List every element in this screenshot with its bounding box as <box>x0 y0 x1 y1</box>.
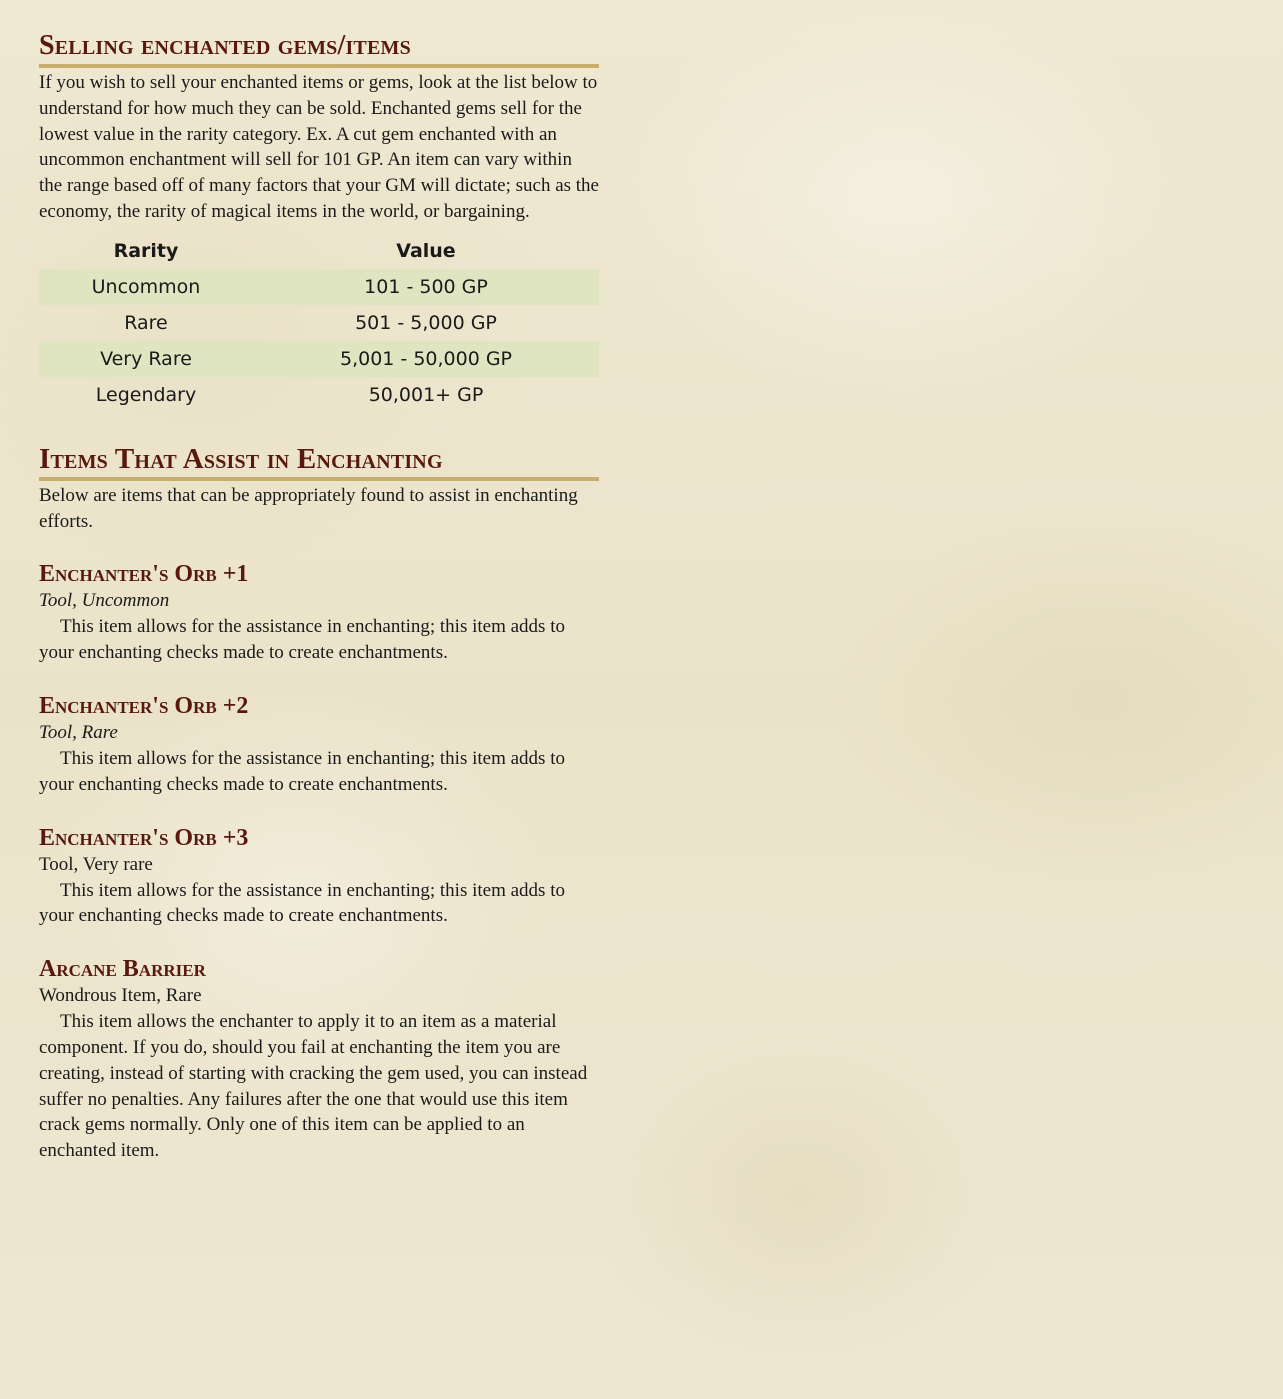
item-description: This item allows for the assistance in enchanting; this item adds to your enchanting checks made to create enchantments. <box>39 879 565 927</box>
rarity-value-table <box>39 233 599 413</box>
item-name: Enchanter's Orb +3 <box>39 824 249 851</box>
item-enchanters-orb-1 <box>39 560 599 666</box>
value-cell: 50,001+ GP <box>368 383 484 406</box>
rarity-cell: Very Rare <box>39 341 253 377</box>
rarity-cell: Legendary <box>95 383 197 406</box>
assist-heading: Items That Assist in Enchanting <box>39 441 599 481</box>
value-cell: 5,001 - 50,000 GP <box>253 341 599 377</box>
page-column <box>39 28 599 1164</box>
selling-heading: Selling enchanted gems/items <box>39 28 599 68</box>
item-enchanters-orb-3 <box>39 824 599 930</box>
value-cell: 101 - 500 GP <box>253 269 599 305</box>
item-arcane-barrier <box>39 955 599 1164</box>
item-name: Enchanter's Orb +2 <box>39 692 249 719</box>
item-description: This item allows the enchanter to apply it to an item as a material component. If you do, should you fail at enchanting the item you are creating, instead of starting with cracking the gem used, you can instead suffer no penalties. Any failures after the one that would use this item crack gems normally. Only one of this item can be applied to an enchanted item. <box>39 1011 588 1162</box>
assist-intro: Below are items that can be appropriately found to assist in enchanting efforts. <box>39 484 578 532</box>
table-row <box>39 305 599 341</box>
item-type: Tool, Very rare <box>39 853 153 875</box>
table-row <box>39 269 599 305</box>
item-description: This item allows for the assistance in enchanting; this item adds to your enchanting checks made to create enchantments. <box>39 616 565 664</box>
value-cell: 501 - 5,000 GP <box>355 311 497 334</box>
rarity-cell: Rare <box>124 311 168 334</box>
table-row <box>39 377 599 413</box>
item-enchanters-orb-2 <box>39 692 599 798</box>
item-type: Wondrous Item, Rare <box>39 985 202 1007</box>
table-header-row <box>39 233 599 269</box>
rarity-cell: Uncommon <box>39 269 253 305</box>
selling-intro: If you wish to sell your enchanted items or gems, look at the list below to understand for how much they can be sold. Enchanted gems sell for the lowest value in the rarity category. Ex. A cut gem enchanted with an uncommon enchantment will sell for 101 GP. An item can vary within the range based off of many factors that your GM will dictate; such as the economy, the rarity of magical items in the world, or bargaining. <box>39 72 599 222</box>
item-type: Tool, Rare <box>39 721 118 743</box>
table-row <box>39 341 599 377</box>
value-column-header: Value <box>396 239 456 262</box>
item-name: Enchanter's Orb +1 <box>39 561 249 588</box>
rarity-column-header: Rarity <box>113 239 179 262</box>
item-name: Arcane Barrier <box>39 956 206 983</box>
item-description: This item allows for the assistance in enchanting; this item adds to your enchanting checks made to create enchantments. <box>39 747 565 795</box>
item-type: Tool, Uncommon <box>39 590 170 612</box>
